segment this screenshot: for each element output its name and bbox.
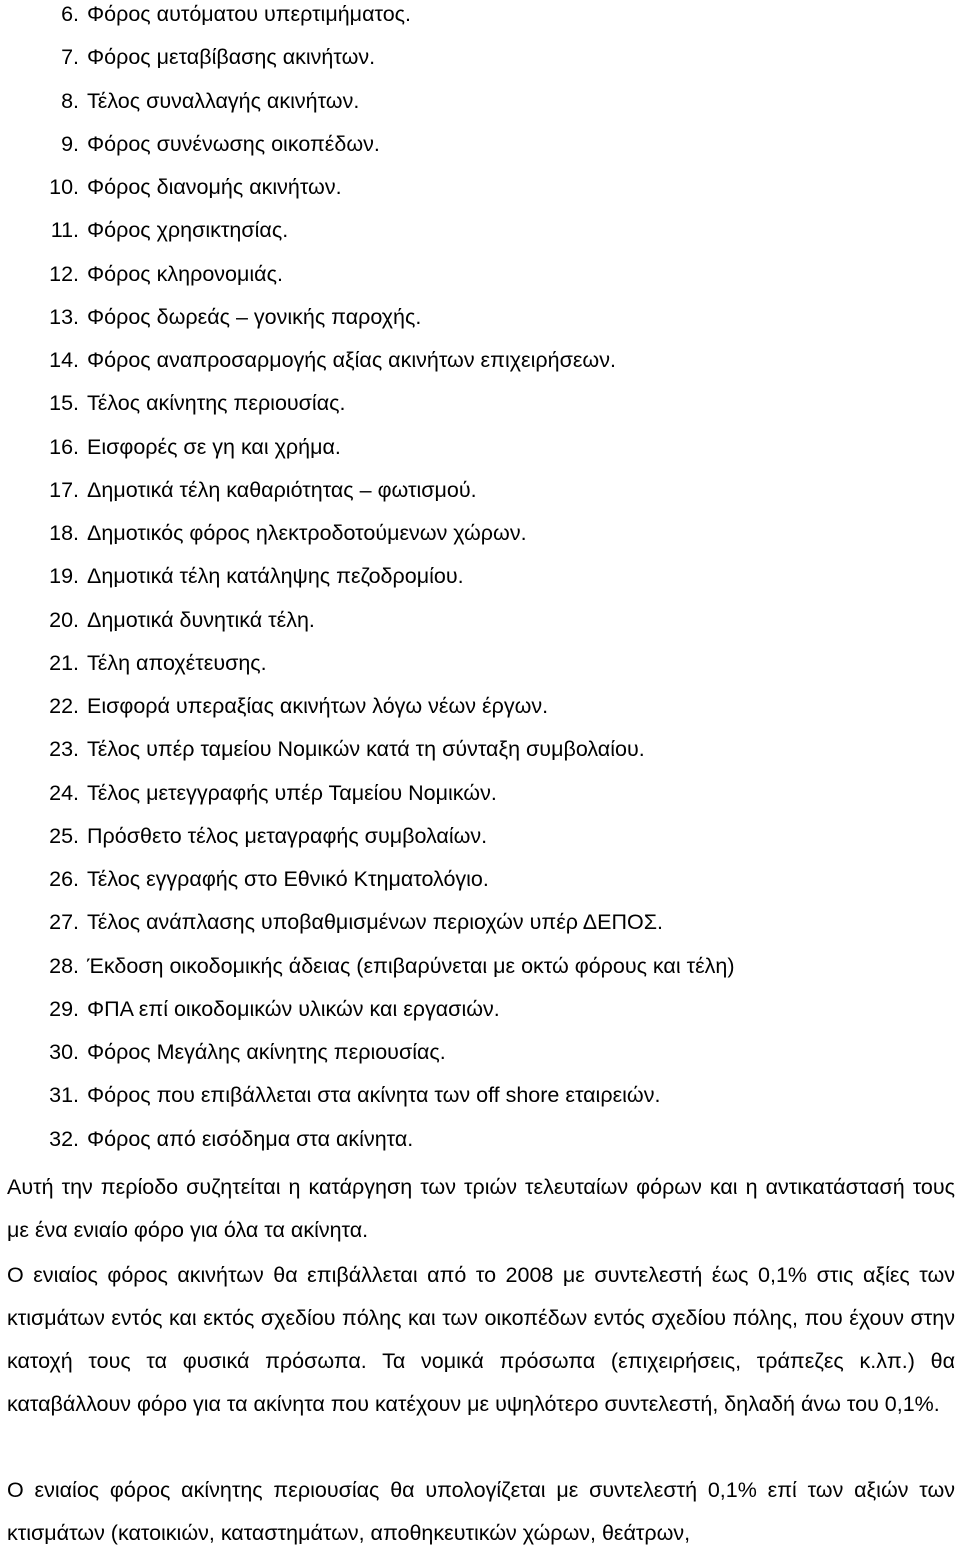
- list-item-number: 28.: [49, 953, 79, 978]
- list-item-text: Φόρος διανομής ακινήτων.: [87, 175, 342, 199]
- list-item-number: 8.: [61, 88, 79, 113]
- list-item: [0, 87, 960, 130]
- list-item-text: Έκδοση οικοδομικής άδειας (επιβαρύνεται με οκτώ φόρους και τέλη): [87, 953, 735, 978]
- list-item-number: 25.: [49, 823, 79, 848]
- list-item-number: 19.: [49, 564, 79, 589]
- list-item: [0, 952, 960, 995]
- list-item-text: Φόρος κληρονομιάς.: [87, 261, 283, 286]
- list-item-text: Φόρος αναπροσαρμογής αξίας ακινήτων επιχειρήσεων.: [87, 348, 616, 372]
- list-item-number: 21.: [49, 650, 79, 675]
- list-item-text: Φόρος από εισόδημα στα ακίνητα.: [87, 1126, 414, 1151]
- list-item-text: Τέλη αποχέτευσης.: [87, 650, 267, 675]
- list-item-number: 17.: [49, 477, 79, 502]
- list-item: [0, 260, 960, 303]
- list-item-text: Φόρος που επιβάλλεται στα ακίνητα των off shore εταιρειών.: [87, 1083, 661, 1108]
- list-item-number: 29.: [49, 996, 79, 1021]
- list-item-number: 12.: [49, 261, 79, 286]
- list-item-number: 27.: [49, 910, 79, 935]
- list-item-text: Τέλος υπέρ ταμείου Νομικών κατά τη σύνταξη συμβολαίου.: [87, 737, 645, 762]
- list-item: [0, 346, 960, 389]
- list-item-text: Δημοτικά δυνητικά τέλη.: [87, 607, 315, 632]
- paragraph-unified-tax-calculation: Ο ενιαίος φόρος ακίνητης περιουσίας θα υπολογίζεται με συντελεστή 0,1% επί των αξιών των κτισμάτων (κατοικιών, καταστημάτων, αποθηκευτικών χώρων, θεάτρων,: [7, 1478, 955, 1545]
- list-item-text: Τέλος συναλλαγής ακινήτων.: [87, 88, 360, 113]
- list-item-text: Δημοτικός φόρος ηλεκτροδοτούμενων χώρων.: [87, 521, 527, 545]
- list-item-number: 13.: [49, 304, 79, 329]
- list-item: [0, 519, 960, 562]
- list-item: [0, 995, 960, 1038]
- list-item: [0, 1125, 960, 1168]
- list-item-number: 20.: [49, 607, 79, 632]
- list-item-text: Πρόσθετο τέλος μεταγραφής συμβολαίων.: [87, 823, 488, 848]
- list-item-text: Φόρος χρησικτησίας.: [87, 218, 289, 243]
- list-item-number: 30.: [49, 1040, 79, 1064]
- list-item-text: Φόρος μεταβίβασης ακινήτων.: [87, 45, 376, 70]
- list-item: [0, 562, 960, 605]
- list-item: [0, 1081, 960, 1124]
- list-item-number: 32.: [49, 1126, 79, 1151]
- list-item: [0, 0, 960, 43]
- list-item-text: Φόρος Μεγάλης ακίνητης περιουσίας.: [87, 1040, 446, 1064]
- list-item: [0, 606, 960, 649]
- list-item: [0, 303, 960, 346]
- list-item-text: Τέλος εγγραφής στο Εθνικό Κτηματολόγιο.: [87, 867, 489, 891]
- list-item-text: Δημοτικά τέλη καθαριότητας – φωτισμού.: [87, 477, 477, 502]
- list-item: [0, 433, 960, 476]
- list-item-number: 18.: [49, 521, 79, 545]
- list-item-number: 7.: [61, 45, 79, 70]
- list-item-number: 31.: [49, 1083, 79, 1108]
- list-item-number: 14.: [49, 348, 79, 372]
- paragraph-abolition: Αυτή την περίοδο συζητείται η κατάργηση των τριών τελευταίων φόρων και η αντικατάστασή τους με ένα ενιαίο φόρο για όλα τα ακίνητα.: [7, 1175, 955, 1242]
- list-item-number: 23.: [49, 737, 79, 762]
- list-item: [0, 865, 960, 908]
- list-item-number: 22.: [49, 694, 79, 718]
- list-item-text: Τέλος ανάπλασης υποβαθμισμένων περιοχών υπέρ ΔΕΠΟΣ.: [87, 910, 664, 935]
- list-item-number: 26.: [49, 867, 79, 891]
- list-item: [0, 822, 960, 865]
- list-item: [0, 908, 960, 951]
- list-item-text: ΦΠΑ επί οικοδομικών υλικών και εργασιών.: [87, 996, 500, 1021]
- list-item-text: Φόρος αυτόματου υπερτιμήματος.: [87, 2, 411, 26]
- list-item: [0, 476, 960, 519]
- list-item-number: 16.: [49, 434, 79, 459]
- list-item: [0, 692, 960, 735]
- list-item: [0, 43, 960, 86]
- list-item-text: Τέλος μετεγγραφής υπέρ Ταμείου Νομικών.: [87, 780, 497, 805]
- list-item: [0, 649, 960, 692]
- list-item-number: 6.: [61, 2, 79, 26]
- list-item-number: 24.: [49, 780, 79, 805]
- list-item-text: Εισφορά υπεραξίας ακινήτων λόγω νέων έργων.: [87, 694, 549, 718]
- list-item-number: 9.: [61, 131, 79, 156]
- list-item-text: Δημοτικά τέλη κατάληψης πεζοδρομίου.: [87, 564, 464, 589]
- list-item: [0, 779, 960, 822]
- list-item: [0, 389, 960, 432]
- list-item: [0, 216, 960, 259]
- list-item: [0, 173, 960, 216]
- list-item-text: Εισφορές σε γη και χρήμα.: [87, 434, 341, 459]
- list-item-text: Φόρος δωρεάς – γονικής παροχής.: [87, 304, 422, 329]
- list-item-number: 11.: [50, 218, 79, 243]
- list-item-number: 15.: [49, 391, 79, 416]
- list-item-text: Τέλος ακίνητης περιουσίας.: [87, 391, 346, 416]
- list-item-number: 10.: [49, 175, 79, 199]
- list-item-text: Φόρος συνένωσης οικοπέδων.: [87, 131, 380, 156]
- paragraph-unified-tax: Ο ενιαίος φόρος ακινήτων θα επιβάλλεται από το 2008 με συντελεστή έως 0,1% στις αξίες των κτισμάτων εντός και εκτός σχεδίου πόλης και των οικοπέδων εντός σχεδίου πόλης, που έχουν στην κατοχή τους τα φυσικά πρόσωπα. Τα νομικά πρόσωπα (επιχειρήσεις, τράπεζες κ.λπ.) θα καταβάλλουν φόρο για τα ακίνητα που κατέχουν με υψηλότερο συντελεστή, δηλαδή άνω του 0,1%.: [7, 1263, 955, 1416]
- list-item: [0, 735, 960, 778]
- list-item: [0, 1038, 960, 1081]
- list-item: [0, 130, 960, 173]
